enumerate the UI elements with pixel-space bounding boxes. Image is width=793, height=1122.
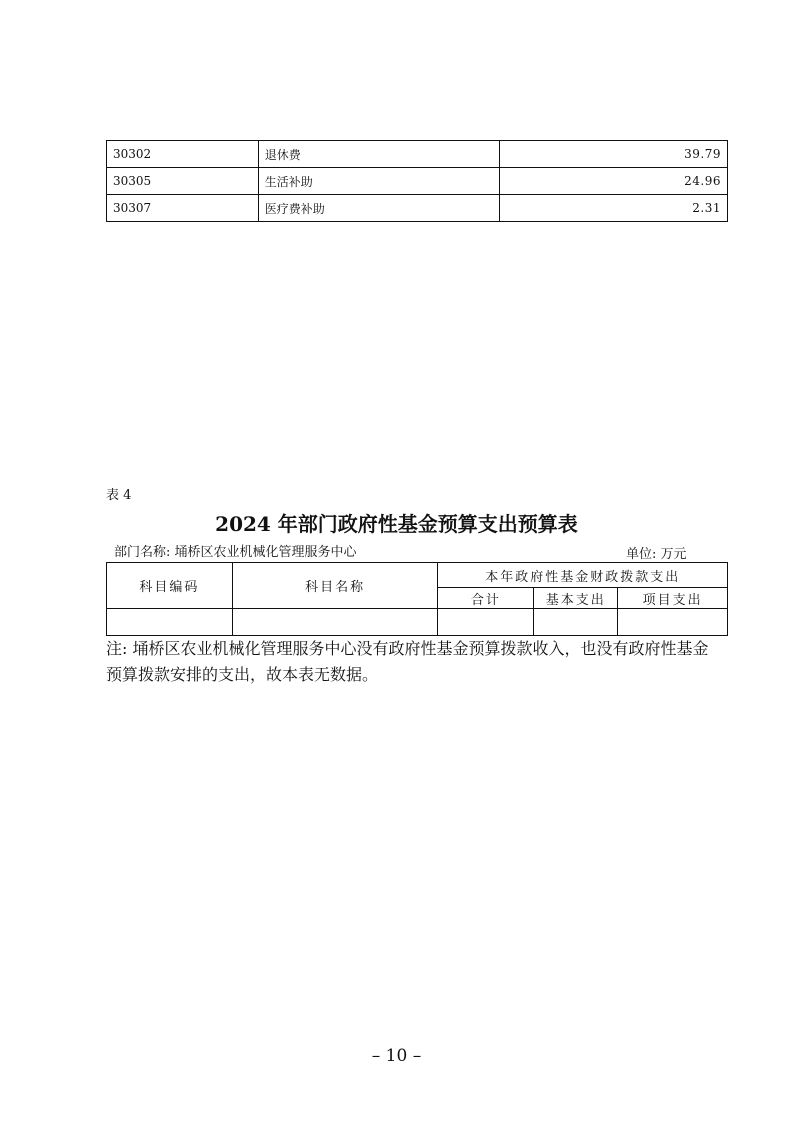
table-label: 表 4 (106, 488, 132, 503)
subject-code-cell: 30305 (107, 168, 259, 195)
subject-name-cell: 退休费 (258, 141, 500, 168)
empty-cell (618, 609, 728, 636)
page-number: – 10 – (371, 1046, 422, 1066)
subject-code-cell: 30302 (107, 141, 259, 168)
empty-cell (107, 609, 233, 636)
empty-cell (534, 609, 618, 636)
government-fund-table (106, 562, 728, 636)
table-row (107, 195, 728, 222)
subject-name-cell: 医疗费补助 (258, 195, 500, 222)
amount-cell: 39.79 (500, 141, 728, 168)
project-expenditure-header: 项目支出 (618, 588, 728, 609)
basic-expenditure-header: 基本支出 (534, 588, 618, 609)
subject-name-cell: 生活补助 (258, 168, 500, 195)
empty-cell (232, 609, 438, 636)
total-header: 合计 (438, 588, 534, 609)
subject-code-cell: 30307 (107, 195, 259, 222)
table-row (107, 168, 728, 195)
table-row (107, 141, 728, 168)
table-row (107, 609, 728, 636)
unit-label: 单位: 万元 (626, 547, 687, 562)
note-text: 注: 埇桥区农业机械化管理服务中心没有政府性基金预算拨款收入，也没有政府性基金预算拨款安排的支出，故本表无数据。 (106, 639, 709, 684)
amount-cell: 24.96 (500, 168, 728, 195)
subject-code-header: 科目编码 (107, 563, 233, 609)
empty-cell (438, 609, 534, 636)
expenditure-detail-table (106, 140, 728, 222)
amount-cell: 2.31 (500, 195, 728, 222)
header-row (107, 563, 728, 588)
page-title: 2024 年部门政府性基金预算支出预算表 (215, 512, 578, 536)
fund-expenditure-group-header: 本年政府性基金财政拨款支出 (438, 563, 728, 588)
subject-name-header: 科目名称 (232, 563, 438, 609)
department-name: 部门名称: 埇桥区农业机械化管理服务中心 (114, 545, 357, 560)
